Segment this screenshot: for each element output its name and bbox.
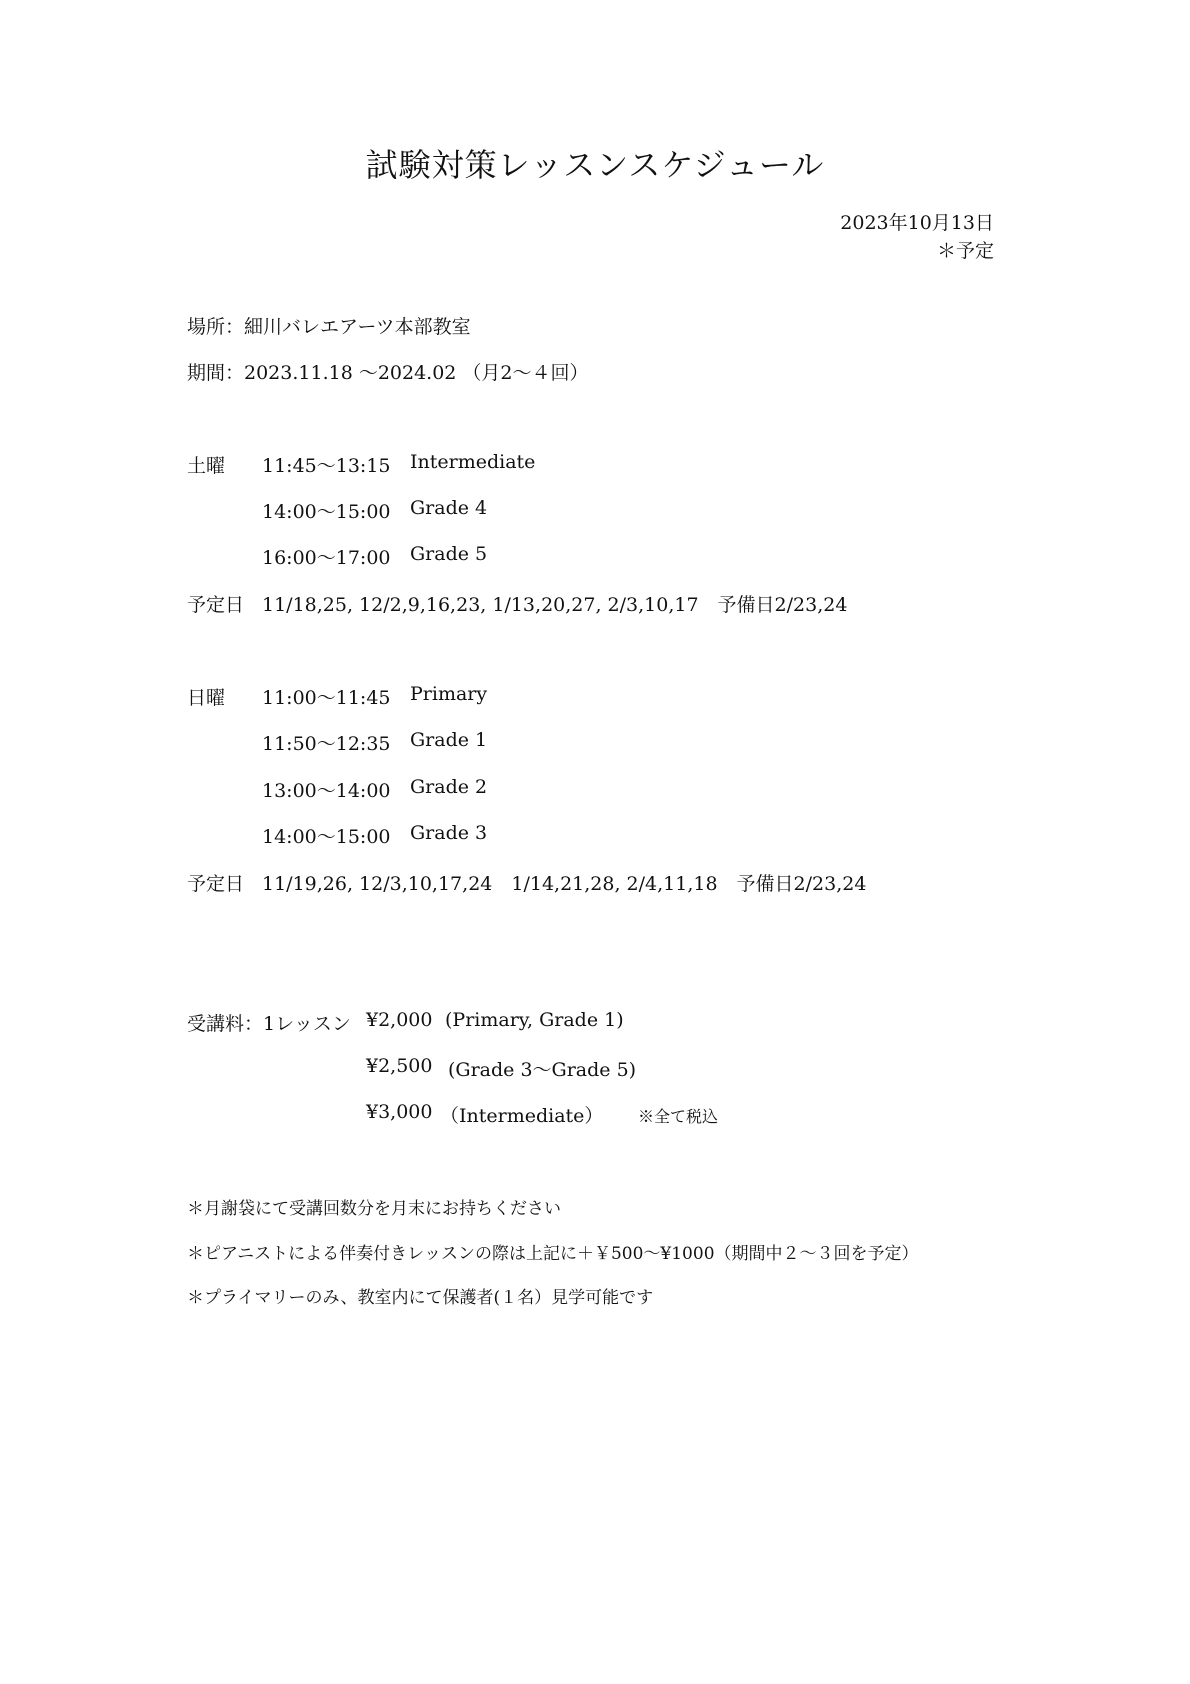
tax-note: ※全て税込 (638, 1107, 719, 1126)
tentative-note: ＊予定 (936, 240, 994, 262)
schedule-class: Intermediate (410, 451, 536, 473)
fee-price: ¥3,000 (366, 1101, 433, 1123)
note-line: ＊ピアニストによる伴奏付きレッスンの際は上記に＋￥500～¥1000（期間中２～３回を予定） (187, 1244, 919, 1264)
scheduled-dates-label: 予定日 (187, 594, 245, 616)
schedule-time: 13:00～14:00 (262, 780, 391, 802)
schedule-time: 11:00～11:45 (262, 687, 391, 709)
schedule-class: Grade 2 (410, 776, 488, 798)
schedule-time: 11:45～13:15 (262, 455, 391, 477)
note-line: ＊プライマリーのみ、教室内にて保護者(１名）見学可能です (187, 1288, 654, 1308)
schedule-class: Grade 5 (410, 543, 488, 565)
place-line: 場所：細川バレエアーツ本部教室 (187, 316, 471, 338)
scheduled-dates: 11/18,25, 12/2,9,16,23, 1/13,20,27, 2/3,10,17 予備日2/23,24 (262, 594, 848, 616)
schedule-time: 11:50～12:35 (262, 733, 391, 755)
fee-label: 受講料：1レッスン (187, 1013, 351, 1035)
period-line: 期間：2023.11.18 ～2024.02 （月2～４回） (187, 362, 589, 384)
fee-description: （Intermediate） (440, 1105, 604, 1127)
page-title: 試験対策レッスンスケジュール (365, 146, 825, 184)
fee-price: ¥2,500 (366, 1055, 433, 1077)
fee-description: (Primary, Grade 1) (445, 1009, 624, 1031)
scheduled-dates-label: 予定日 (187, 873, 245, 895)
saturday-label: 土曜 (187, 455, 226, 477)
fee-description: (Grade 3～Grade 5) (448, 1059, 637, 1081)
sunday-label: 日曜 (187, 687, 226, 709)
schedule-class: Grade 3 (410, 822, 488, 844)
document-date: 2023年10月13日 (840, 212, 994, 234)
scheduled-dates: 11/19,26, 12/3,10,17,24 1/14,21,28, 2/4,11,18 予備日2/23,24 (262, 873, 867, 895)
schedule-class: Grade 4 (410, 497, 488, 519)
schedule-time: 16:00～17:00 (262, 547, 391, 569)
schedule-class: Grade 1 (410, 729, 488, 751)
schedule-time: 14:00～15:00 (262, 501, 391, 523)
schedule-class: Primary (410, 683, 488, 705)
note-line: ＊月謝袋にて受講回数分を月末にお持ちください (187, 1199, 561, 1219)
schedule-time: 14:00～15:00 (262, 826, 391, 848)
fee-price: ¥2,000 (366, 1009, 433, 1031)
